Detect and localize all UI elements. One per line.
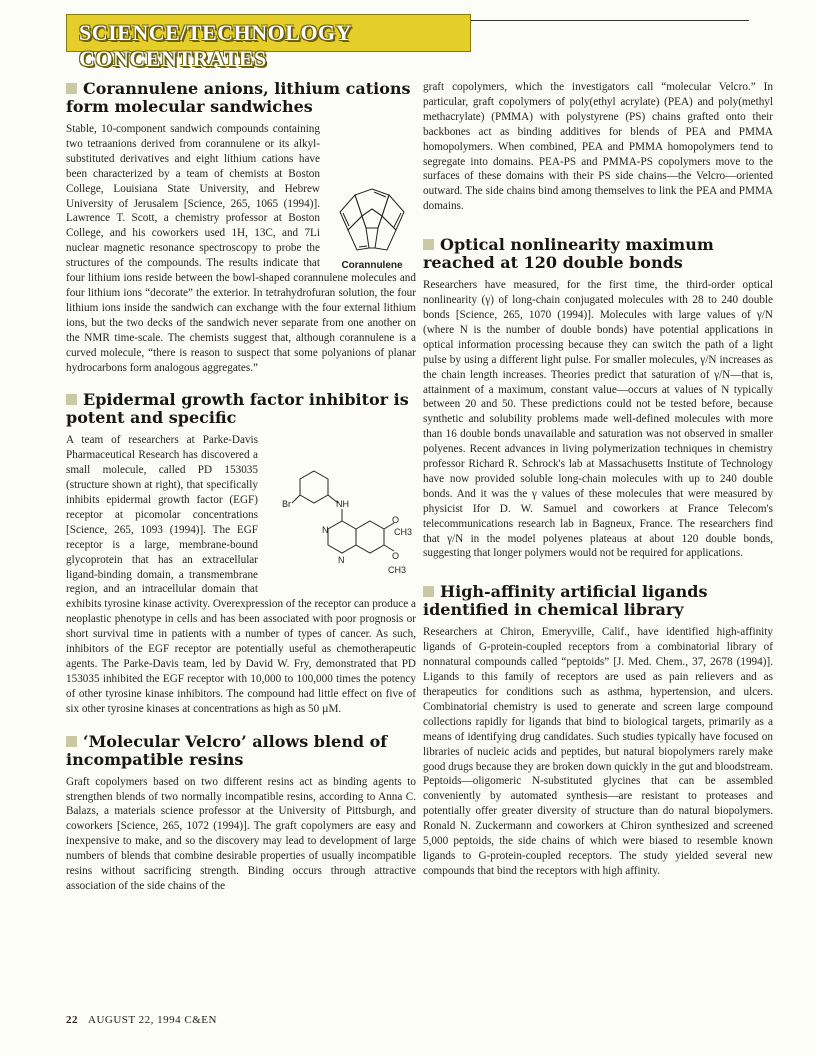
- headline-corannulene: Corannulene anions, lithium cations form molecular sandwiches: [66, 79, 411, 116]
- corannulene-caption: Corannulene: [341, 260, 403, 271]
- struct-label-ch3a: CH3: [394, 527, 413, 538]
- headline-velcro: ‘Molecular Velcro’ allows blend of incompatible resins: [66, 731, 388, 769]
- bullet-square-icon: [66, 394, 77, 405]
- body-corannulene: Stable, 10-component sandwich compounds containing two tetraanions derived from corannulene or its alkyl-substituted derivatives and eight lithium cations have been characterized by a team of chemists at Boston College, Louisiana State University, and Hebrew University of Jerusalem [Science, 265, 1065 (1994)]. Lawrence T. Scott, a chemistry professor at Boston College, and his coworkers used 1H, 13C, and 7Li nuclear magnetic resonance spectroscopy to probe the structures of the compounds. The results indicate that four lithium ions reside between the bowl-shaped corannulene molecules and four lithium ions “decorate” the exterior. In tetrahydrofuran solution, the four lithium ions inside the sandwich can exchange with the four external lithium ions, but the two decks of the sandwich never separate from one another on the NMR time-scale. The chemists suggest that, although corannulene is a curved molecule, “there is reason to suspect that some polyanions of planar hydrocarbons form analogous aggregates.”: [66, 123, 416, 374]
- corannulene-figure: [328, 180, 416, 271]
- struct-label-o1: O: [392, 515, 400, 526]
- article-corannulene: [66, 80, 416, 375]
- banner-rule: [471, 20, 749, 21]
- bullet-square-icon: [66, 736, 77, 747]
- struct-label-n1: N: [322, 525, 329, 536]
- corannulene-structure-icon: [331, 180, 413, 258]
- struct-label-ch3b: CH3: [388, 565, 407, 576]
- issue-date: AUGUST 22, 1994 C&EN: [88, 1014, 217, 1026]
- body-velcro-continued: graft copolymers, which the investigators call “molecular Velcro.” In particular, graft copolymers of poly(ethyl acrylate) (PEA) and poly(methyl methacrylate) (PMMA) with polystyrene (PS) chains grafted onto their backbones act as binding additives for blends of PEA and PMMA homopolymers. When combined, PEA and PMMA homopolymers tend to segregate into domains. PEA-PS and PMMA-PS copolymers move to the surfaces of these domains with their PS side chains—the Velcro—oriented outward. The side chains bind among themselves to link the PEA and PMMA domains.: [423, 81, 773, 213]
- page-footer: [66, 1014, 217, 1026]
- article-velcro-continued: [423, 80, 773, 214]
- headline-egf: Epidermal growth factor inhibitor is potent and specific: [66, 390, 409, 428]
- headline-ligands: High-affinity artificial ligands identified in chemical library: [423, 582, 708, 620]
- struct-label-n2: N: [338, 555, 345, 566]
- article-egf: [66, 391, 416, 716]
- left-column: [66, 80, 416, 910]
- article-optical: [423, 236, 773, 561]
- bullet-square-icon: [66, 83, 77, 94]
- body-optical: Researchers have measured, for the first time, the third-order optical nonlinearity (γ) of long-chain conjugated molecules with 28 to 240 double bonds [Science, 265, 1070 (1994)]. Molecules with large values of γ/N (where N is the number of double bonds) have potential applications in optical information processing because they can switch the path of a light pulse by using a different light pulse. For smaller molecules, γ/N increases as the chain length increases. Theories predict that saturation of γ/N—that is, attainment of a maximum, constant value—occurs at values of N typically between 20 and 50. These predictions could not be tested before, because synthetic and solubility problems made well-defined molecules with more than 16 double bonds unavailable and saturation was not observed in smaller polyenes. Recent advances in living polymerization techniques in chemistry professor Richard R. Schrock's lab at Massachusetts Institute of Technology have now provided soluble long-chain molecules with up to 240 double bonds. And it was the γ values of these molecules that were measured by physicist Ifor D. W. Samuel and coworkers at France Telecom's telecommunications research lab in Bagneux, France. The researchers find that γ/N in the model polyenes plateaus at about 120 double bonds, suggesting that longer polymers would not be required for applications.: [423, 279, 773, 560]
- body-velcro: Graft copolymers based on two different resins act as binding agents to strengthen blends of two normally incompatible resins, according to Anna C. Balazs, a materials science professor at the University of Pittsburgh, and coworkers [Science, 265, 1072 (1994)]. The graft copolymers are easy and inexpensive to make, and so the discovery may lead to development of large numbers of blends that combine desirable properties of usually incompatible resins without sacrificing strength. Binding occurs through attractive association of the side chains of the: [66, 775, 416, 892]
- body-egf: A team of researchers at Parke-Davis Pharmaceutical Research has discovered a small molecule, called PD 153035 (structure shown at right), that specifically inhibits epidermal growth factor (EGF) receptor at picomolar concentrations [Science, 265, 1093 (1994)]. The EGF receptor is a large, membrane-bound glycoprotein that has an extracellular ligand-binding domain, a transmembrane region, and an intracellular domain that exhibits tyrosine kinase activity. Overexpression of the receptor can produce a neoplastic phenotype in cells and has been associated with poor prognosis or short survival time in patients with a number of types of cancer. As such, inhibitors of the EGF receptor are potentially useful as chemotherapeutic agents. The Parke-Davis team, led by David W. Fry, demonstrated that PD 153035 inhibited the EGF receptor with 10,000 to 100,000 times the potency of other tyrosine kinase inhibitors. The compound had little effect on five of six other tyrosine kinases at concentrations as high as 50 µM.: [66, 434, 417, 715]
- body-ligands: Researchers at Chiron, Emeryville, Calif., have identified high-affinity ligands of G-protein-coupled receptors from a combinatorial library of nonnatural compounds called “peptoids” [J. Med. Chem., 37, 2678 (1994)]. Ligands to this family of receptors are used as pain relievers and as therapeutics for conditions such as asthma, hypertension, and ulcers. Combinatorial chemistry is used to generate and screen large compound collections rapidly for ligands that bind to biological targets, primarily as a means of identifying drug candidates. Such studies typically have focused on libraries of nucleic acids and peptides, but natural biopolymers rarely make good drugs because they are broken down quickly in the gut and bloodstream. Peptoids—oligomeric N-substituted glycines that can be assembled conveniently by automated synthesis—are resistant to proteases and potentially offer greater diversity of structure than do natural biopolymers. Ronald N. Zuckermann and coworkers at Chiron synthesized and screened 5,000 peptoids, the side chains of which were biased to resemble known ligands to G-protein-coupled receptors. The study yielded several new compounds that bind the receptors with high affinity.: [423, 626, 773, 877]
- page-number: 22: [66, 1014, 78, 1026]
- section-banner: [66, 14, 471, 71]
- right-column: [423, 80, 773, 895]
- article-velcro: [66, 733, 416, 894]
- pd153035-structure-icon: [264, 463, 416, 591]
- bullet-square-icon: [423, 239, 434, 250]
- article-ligands: [423, 583, 773, 878]
- bullet-square-icon: [423, 586, 434, 597]
- struct-label-br: Br: [282, 499, 291, 510]
- headline-optical: Optical nonlinearity maximum reached at 120 double bonds: [423, 235, 714, 273]
- struct-label-o2: O: [392, 551, 400, 562]
- struct-label-nh: NH: [336, 499, 349, 510]
- pd153035-figure: [264, 463, 416, 591]
- banner-title: SCIENCE/TECHNOLOGY CONCENTRATES: [79, 20, 352, 71]
